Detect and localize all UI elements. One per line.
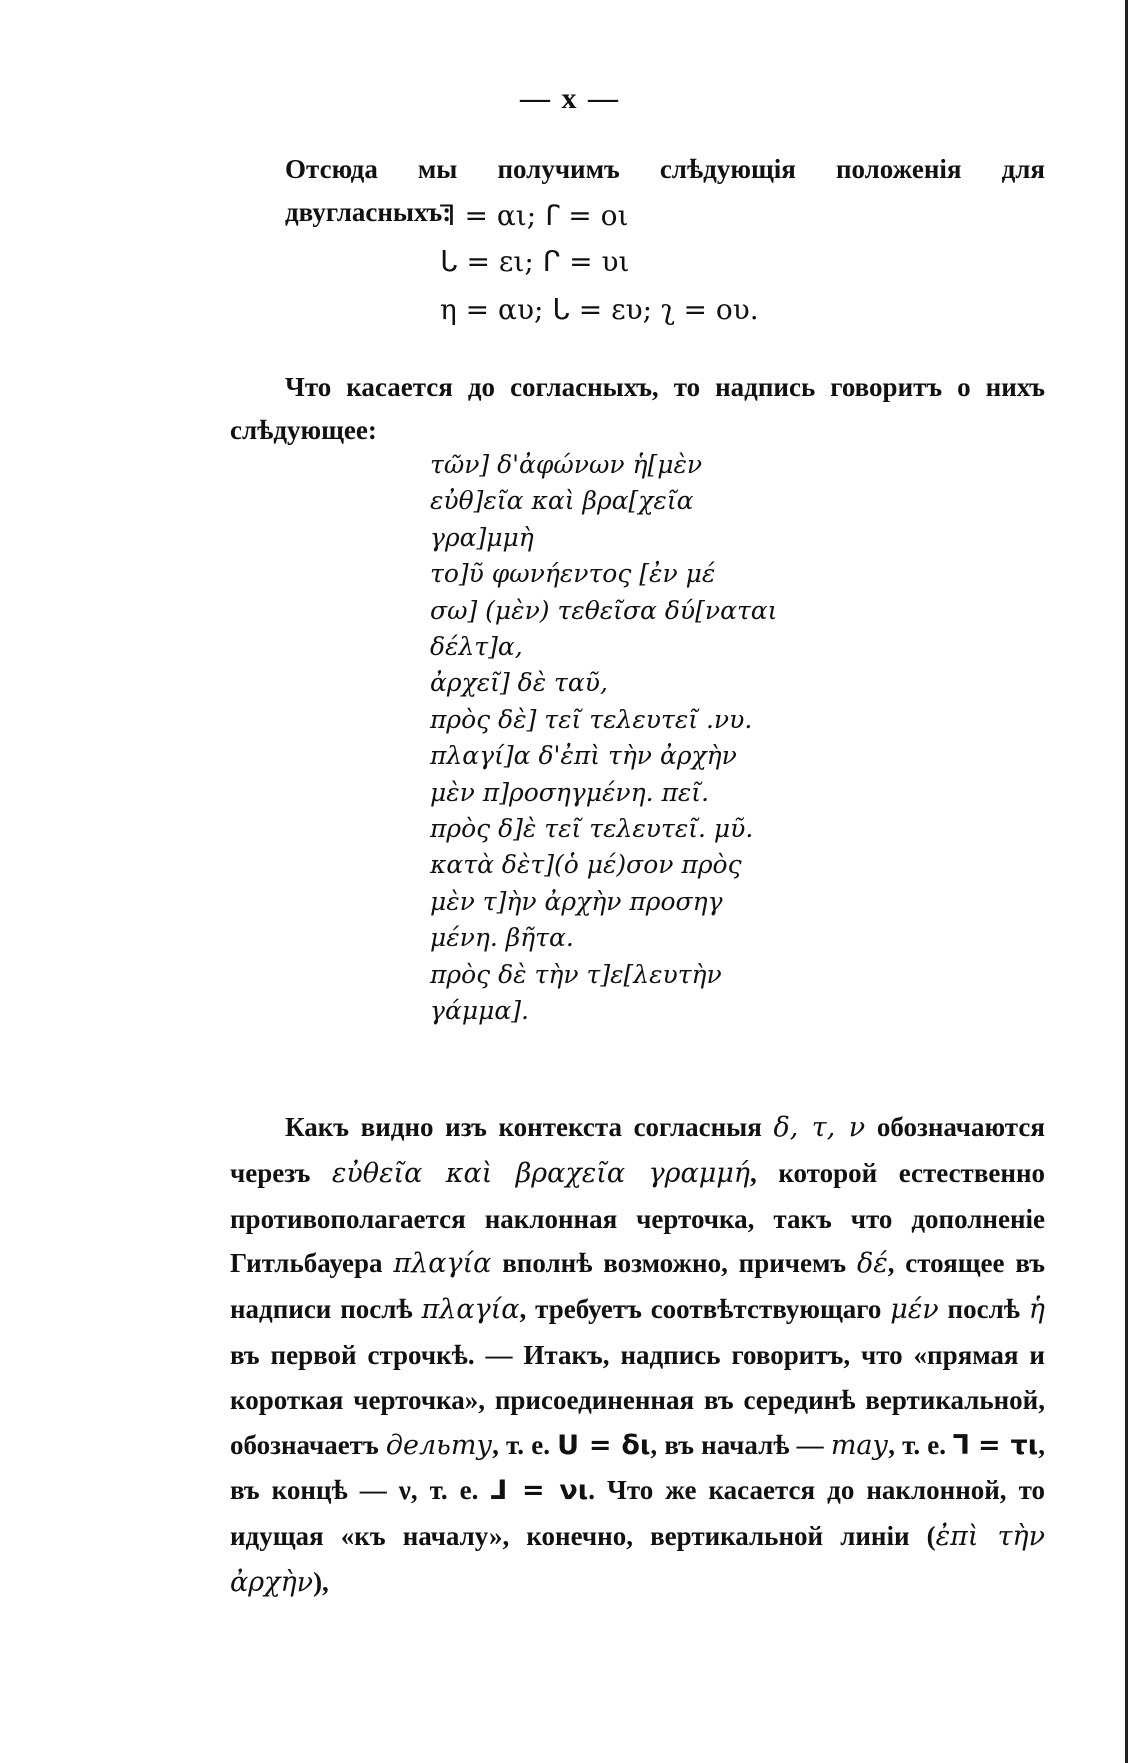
greek-run: ἐπὶ τὴν ἀρχὴν bbox=[230, 1521, 1045, 1598]
text-run: , стоящее въ надписи послѣ bbox=[230, 1248, 1045, 1325]
quote-line: κατὰ δὲτ](ὁ μέ)σον πρὸς bbox=[430, 850, 742, 880]
quote-line: πλαγί]α δ'ἐπὶ τὴν ἀρχὴν bbox=[430, 741, 737, 771]
text-run: , т. е. bbox=[492, 1429, 558, 1460]
text-run: , въ началѣ — bbox=[650, 1429, 831, 1460]
page-number: — x — bbox=[520, 82, 620, 115]
text-run: , въ концѣ — ν, т. е. bbox=[230, 1429, 1046, 1506]
text-run: . Что же касается до наклонной, то идущая «къ началу», конечно, вертикальной линіи ( bbox=[230, 1475, 1045, 1552]
quote-line: γρα]μμὴ bbox=[430, 522, 534, 552]
text-run: Какъ видно изъ контекста согласныя bbox=[285, 1112, 774, 1142]
text-run: ), bbox=[313, 1566, 329, 1597]
greek-run: δέ bbox=[856, 1248, 888, 1280]
text-run: , т. е. bbox=[888, 1429, 954, 1460]
diphthong-formula-3: η = αυ; ᒐ = ευ; ʅ = ου. bbox=[440, 293, 759, 326]
quote-line: πρὸς δ]ὲ τεῖ τελευτεῖ. μῦ. bbox=[430, 814, 754, 844]
italic-run: тау bbox=[830, 1429, 889, 1461]
quote-line: πρὸς δὲ τὴν τ]ε[λευτὴν bbox=[430, 959, 722, 989]
quote-line: σω] (μὲν) τεθεῖσα δύ[ναται bbox=[430, 595, 778, 625]
diphthong-formula-1: ꓶ = αι; ꓩ = οι bbox=[440, 199, 629, 232]
quote-line: πρὸς δὲ] τεῖ τελευτεῖ .νυ. bbox=[430, 704, 753, 734]
greek-run: δ, τ, ν bbox=[773, 1112, 866, 1143]
quote-line: δέλτ]α, bbox=[430, 632, 523, 662]
intro-paragraph: Отсюда мы получимъ слѣдующія положенія для двугласныхъ: bbox=[285, 154, 1045, 227]
quote-line: ἀρχεῖ] δὲ ταῦ, bbox=[430, 668, 608, 698]
quote-line: εὐθ]εῖα καὶ βρα[χεῖα bbox=[430, 486, 694, 516]
greek-run: εὐθεῖα καὶ βραχεῖα γραμμή bbox=[331, 1157, 750, 1189]
greek-run: μέν bbox=[890, 1294, 939, 1326]
consonants-paragraph: Что касается до согласныхъ, то надпись говоритъ о нихъ слѣдующее: bbox=[230, 372, 1045, 445]
text-run: въ первой строчкѣ. — Итакъ, надпись говоритъ, что «прямая и короткая черточка», присоединенная въ серединѣ вертикальной, обозначаетъ bbox=[230, 1339, 1045, 1460]
quote-line: μὲν τ]ὴν ἀρχὴν προσηγ bbox=[430, 886, 723, 916]
greek-run: πλαγία bbox=[393, 1248, 492, 1280]
text-run: , требуетъ соотвѣтствующаго bbox=[519, 1294, 891, 1325]
context-paragraph bbox=[230, 1105, 1045, 1606]
symbol-run: ᒧ = νι bbox=[490, 1475, 589, 1507]
italic-run: дельту bbox=[385, 1429, 493, 1461]
quote-line: μὲν π]ροσηγμένη. πεῖ. bbox=[430, 777, 710, 807]
greek-run: πλαγία bbox=[421, 1294, 520, 1326]
quote-line: το]ῦ φωνήεντος [ἐν μέ bbox=[430, 559, 716, 589]
text-run: , которой естественно противополагается наклонная черточка, такъ что дополненіе Гитльбауера bbox=[230, 1157, 1046, 1279]
diphthong-formula-2: ᒐ = ει; ᒋ = υι bbox=[440, 245, 630, 278]
quote-line: τῶν] δ'ἀφώνων ἡ[μὲν bbox=[430, 450, 703, 479]
greek-inscription-quote bbox=[430, 447, 777, 1030]
text-run: обозначаются черезъ bbox=[230, 1112, 1045, 1188]
text-run: послѣ bbox=[938, 1294, 1029, 1325]
text-run: вполнѣ возможно, причемъ bbox=[491, 1248, 857, 1279]
page-edge-rule bbox=[1125, 0, 1128, 1763]
greek-run: ἡ bbox=[1028, 1294, 1045, 1326]
symbol-run: ꓶ = τι bbox=[953, 1429, 1039, 1461]
quote-line: μένη. βῆτα. bbox=[430, 923, 574, 953]
symbol-run: ᑌ = δι bbox=[557, 1429, 651, 1461]
quote-line: γάμμα]. bbox=[430, 996, 529, 1026]
